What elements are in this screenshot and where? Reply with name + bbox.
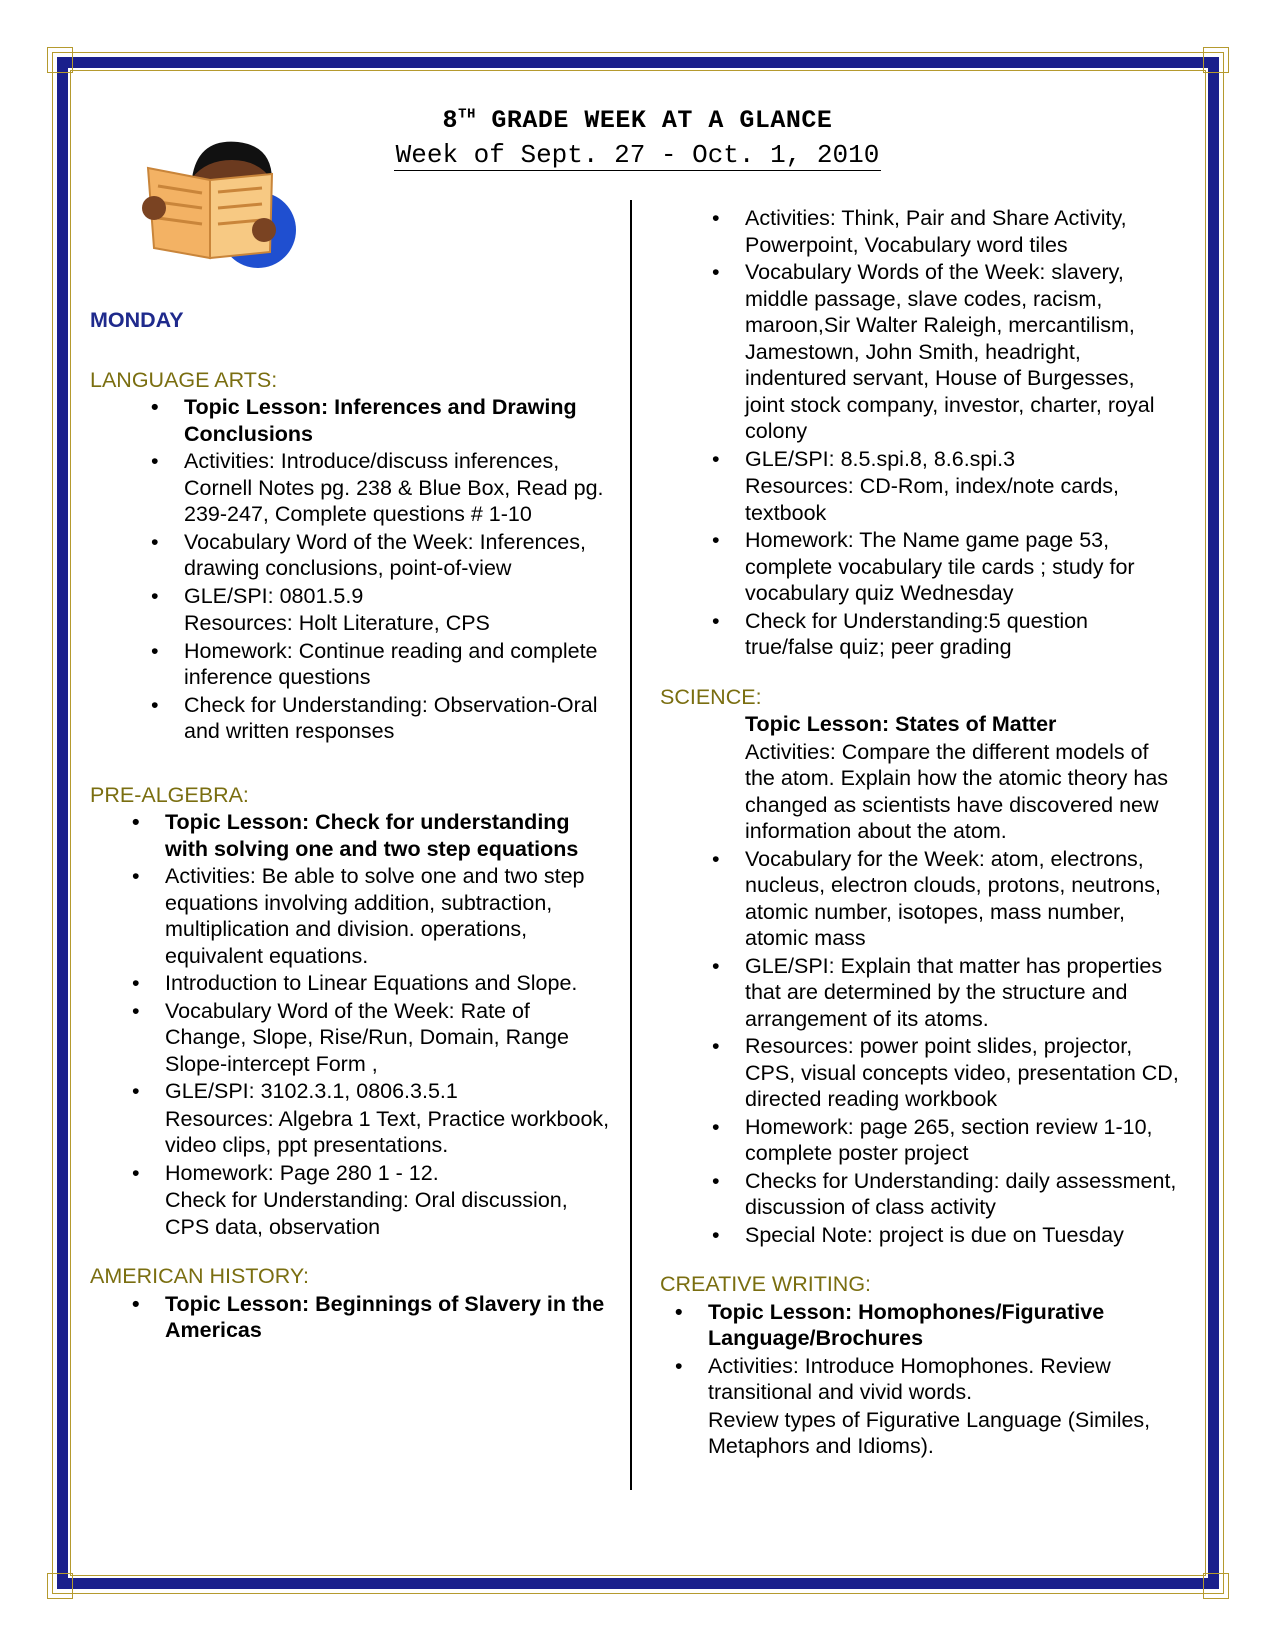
list-item: • GLE/SPI: 8.5.spi.8, 8.6.spi.3 [745,446,1180,473]
list-item: • Vocabulary Word of the Week: Inferences, drawing conclusions, point-of-view [184,529,610,582]
list-item: • Vocabulary Word of the Week: Rate of Change, Slope, Rise/Run, Domain, Range Slope-intercept Form , [165,998,610,1078]
list-item: • Resources: power point slides, projector, CPS, visual concepts video, presentation CD, directed reading workbook [745,1033,1180,1113]
list-item: • Check for Understanding: Observation-Oral and written responses [184,692,610,745]
border-corner-top-right [1203,47,1229,73]
pre-algebra-list [90,809,610,1240]
right-column [660,205,1180,1461]
list-item: • Check for Understanding:5 question true/false quiz; peer grading [745,608,1180,661]
column-divider [630,200,632,1490]
list-item: • Homework: Continue reading and complete inference questions [184,638,610,691]
subject-heading-language-arts: LANGUAGE ARTS: [90,367,278,392]
list-item: • GLE/SPI: 3102.3.1, 0806.3.5.1 [165,1078,610,1105]
list-item: • Special Note: project is due on Tuesday [745,1222,1180,1249]
list-item: • Checks for Understanding: daily assessment, discussion of class activity [745,1168,1180,1221]
list-item: • Activities: Be able to solve one and two step equations involving addition, subtraction, multiplication and division. operations, equivalent equations. [165,863,610,969]
list-item: Activities: Compare the different models of the atom. Explain how the atomic theory has changed as scientists have discovered new information about the atom. [745,739,1169,843]
list-item: • Activities: Think, Pair and Share Activity, Powerpoint, Vocabulary word tiles [745,205,1180,258]
list-item: • Introduction to Linear Equations and Slope. [165,970,610,997]
list-item: Resources: CD-Rom, index/note cards, textbook [745,474,1120,525]
list-item: Resources: Holt Literature, CPS [184,611,490,635]
subject-heading-american-history: AMERICAN HISTORY: [90,1264,310,1288]
day-heading: MONDAY [90,308,184,332]
list-item: • Topic Lesson: Check for understanding with solving one and two step equations [165,809,610,862]
american-history-continued-list [660,205,1180,661]
list-item: • Topic Lesson: Beginnings of Slavery in the Americas [165,1291,610,1344]
language-arts-list [90,394,610,745]
newspaper-reader-icon [140,130,310,275]
border-corner-bottom-right [1203,1573,1229,1599]
list-item: • Homework: Page 280 1 - 12. [165,1160,610,1187]
border-corner-bottom-left [47,1573,73,1599]
creative-writing-list [660,1299,1180,1460]
subject-heading-pre-algebra: PRE-ALGEBRA: [90,782,249,807]
list-item: Check for Understanding: Oral discussion, CPS data, observation [165,1188,568,1239]
list-item: • Homework: page 265, section review 1-10, complete poster project [745,1114,1180,1167]
list-item: • Topic Lesson: Homophones/Figurative Language/Brochures [708,1299,1180,1352]
science-list [660,711,1180,1248]
left-column [90,307,610,1345]
list-item: • Activities: Introduce/discuss inferences, Cornell Notes pg. 238 & Blue Box, Read pg. 239-247, Complete questions # 1-10 [184,448,610,528]
american-history-list [90,1291,610,1344]
page-title: 8TH GRADE WEEK AT A GLANCE [442,106,833,135]
list-item: • GLE/SPI: Explain that matter has properties that are determined by the structure and arrangement of its atoms. [745,953,1180,1033]
list-item: • Homework: The Name game page 53, complete vocabulary tile cards ; study for vocabulary quiz Wednesday [745,527,1180,607]
list-item: Topic Lesson: States of Matter [745,712,1057,736]
list-item: • Vocabulary Words of the Week: slavery, middle passage, slave codes, racism, maroon,Sir Walter Raleigh, mercantilism, Jamestown, John Smith, headright, indentured servant, House of Burgesses, joint stock company, investor, charter, royal colony [745,259,1180,445]
list-item: Review types of Figurative Language (Similes, Metaphors and Idioms). [708,1407,1151,1458]
list-item: • Topic Lesson: Inferences and Drawing Conclusions [184,394,610,447]
list-item: • Vocabulary for the Week: atom, electrons, nucleus, electron clouds, protons, neutrons, atomic number, isotopes, mass number, atomic mass [745,846,1180,952]
list-item: • GLE/SPI: 0801.5.9 [184,583,610,610]
subject-heading-science: SCIENCE: [660,684,762,709]
subject-heading-creative-writing: CREATIVE WRITING: [660,1272,872,1296]
week-subtitle: Week of Sept. 27 - Oct. 1, 2010 [395,140,880,170]
list-item: Resources: Algebra 1 Text, Practice workbook, video clips, ppt presentations. [165,1106,610,1157]
list-item: • Activities: Introduce Homophones. Review transitional and vivid words. [708,1353,1180,1406]
border-corner-top-left [47,47,73,73]
